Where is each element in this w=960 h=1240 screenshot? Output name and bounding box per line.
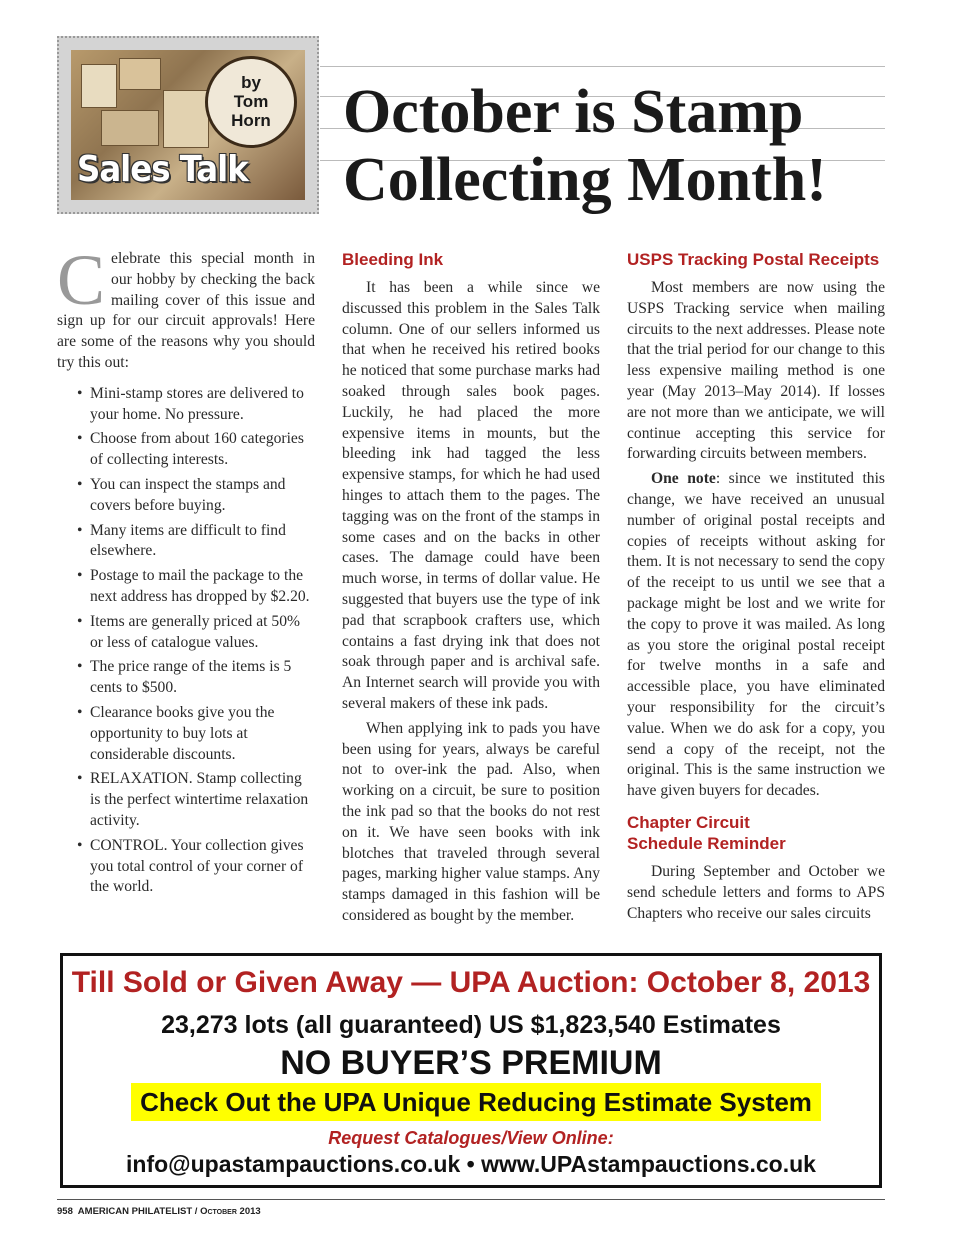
mini-stamp-image — [119, 58, 161, 90]
mini-stamp-image — [101, 110, 159, 146]
ad-headline: Till Sold or Given Away — UPA Auction: October 8, 2013 — [71, 966, 871, 999]
byline-last-name: Horn — [231, 111, 271, 130]
list-item: • Postage to mail the package to the next address has dropped by $2.20. — [57, 566, 315, 608]
ad-contact-line[interactable]: info@upastampauctions.co.uk • www.UPAstampauctions.co.uk — [126, 1151, 816, 1177]
list-item: • The price range of the items is 5 cents to $500. — [57, 657, 315, 699]
footer-rule — [57, 1199, 885, 1200]
list-item: • Clearance books give you the opportunity to buy lots at considerable discounts. — [57, 703, 315, 765]
list-item: • You can inspect the stamps and covers before buying. — [57, 475, 315, 517]
paragraph: Most members are now using the USPS Tracking service when mailing circuits to the next addresses. Please note that the trial period for our change to this less expensive mailing method is one year (May 2013–May 2014). If losses are not more than we anticipate, we will continue accepting this service for forwarding circuits between members. — [627, 279, 885, 463]
paragraph: During September and October we send schedule letters and forms to APS Chapters who receive our sales circuits — [627, 862, 885, 922]
mini-stamp-image — [163, 90, 209, 148]
section-heading-usps-tracking: USPS Tracking Postal Receipts — [627, 250, 880, 269]
heading-line: Schedule Reminder — [627, 833, 786, 853]
intro-paragraph: elebrate this special month in our hobby by checking the back mailing cover of this issue and sign up for our circuit approvals! Here are some of the reasons why you should try this out: — [57, 250, 315, 371]
column-2 — [342, 249, 600, 927]
auction-advertisement — [60, 953, 882, 1188]
ad-request-line: Request Catalogues/View Online: — [328, 1128, 614, 1148]
byline-by: by — [241, 73, 261, 92]
reasons-list — [57, 384, 315, 898]
column-3 — [627, 249, 885, 924]
byline-first-name: Tom — [233, 92, 269, 111]
column-name: Sales Talk — [77, 149, 248, 190]
section-heading-bleeding-ink: Bleeding Ink — [342, 250, 444, 269]
list-item: • Mini-stamp stores are delivered to your home. No pressure. — [57, 384, 315, 426]
page-title — [343, 78, 903, 214]
column-1 — [57, 240, 315, 902]
list-item: • Items are generally priced at 50% or less of catalogue values. — [57, 612, 315, 654]
ad-premium-line: NO BUYER’S PREMIUM — [280, 1044, 662, 1082]
paragraph — [627, 469, 885, 802]
title-line-2: Collecting Month! — [343, 146, 827, 214]
page-footer: 958 AMERICAN PHILATELIST / October 2013 — [57, 1206, 261, 1217]
ad-highlight-banner: Check Out the UPA Unique Reducing Estimate System — [131, 1083, 821, 1121]
paragraph: When applying ink to pads you have been using for years, always be careful not to over-ink the pad. Also, when working on a circuit, be sure to position the ink pad so that the books do not rest on it. We have seen books with ink blotches that traveled through several pages, marking higher value stamps. Any stamps damaged in this fashion will be considered as bought by the member. — [342, 719, 600, 924]
page-number: 958 — [57, 1206, 73, 1217]
section-heading-chapter-circuit — [627, 812, 885, 854]
list-item: • RELAXATION. Stamp collecting is the perfect wintertime relaxation activity. — [57, 769, 315, 831]
issue-date: October 2013 — [200, 1206, 261, 1217]
stamp-photo — [71, 50, 305, 200]
ad-lots-line: 23,273 lots (all guaranteed) US $1,823,540 Estimates — [161, 1011, 781, 1039]
magazine-name: AMERICAN PHILATELIST — [77, 1206, 193, 1217]
list-item: • Choose from about 160 categories of collecting interests. — [57, 429, 315, 471]
column-logo-stamp — [57, 36, 319, 214]
list-item: • Many items are difficult to find elsewhere. — [57, 521, 315, 563]
drop-cap: C — [57, 240, 106, 320]
bold-lead: One note — [651, 470, 716, 488]
paragraph-text: : since we instituted this change, we have received an unusual number of original postal receipts and copies of receipts without asking for them. It is not necessary to send the copy of the receipt to us until we see that a package might be lost and we write for the copy to prove it was mailed. As long as you store the original postal receipt for twelve months in a safe and accessible place, you have eliminated your responsibility for the circuit’s value. When we do ask for a copy, you send a copy of the receipt, not the original. This is the same instruction we have given buyers for decades. — [627, 470, 885, 800]
list-item: • CONTROL. Your collection gives you total control of your corner of the world. — [57, 836, 315, 898]
heading-line: Chapter Circuit — [627, 812, 750, 832]
title-line-1: October is Stamp — [343, 78, 804, 146]
paragraph: It has been a while since we discussed this problem in the Sales Talk column. One of our sellers informed us that when he received his retired books he noticed that some purchase marks had soaked through sales book pages. Luckily, he had placed the more expensive items in mounts, but the bleeding ink had tagged the less expensive stamps, for which he had used hinges to attach them to the pages. The tagging was on the front of the stamps in some cases and on the backs in other cases. The damage could have been much worse, in terms of dollar value. He suggested that buyers use the type of ink pad that scrapbook crafters use, which contains a fast drying ink that does not soak through paper and is archival safe. An Internet search will provide you with several makers of these ink pads. — [342, 279, 600, 712]
header-rule — [320, 66, 885, 67]
mini-stamp-image — [81, 64, 117, 108]
byline-seal — [205, 56, 297, 148]
